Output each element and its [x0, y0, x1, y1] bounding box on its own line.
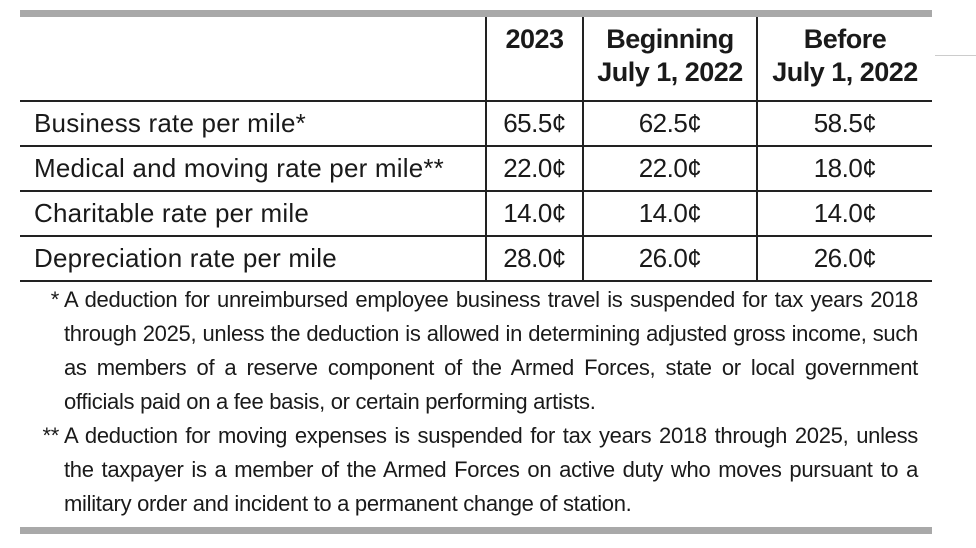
- cell-beginning: 62.5¢: [583, 101, 757, 146]
- top-rule: [20, 10, 932, 17]
- cell-before: 26.0¢: [757, 236, 932, 281]
- header-2023-label: 2023: [505, 24, 564, 54]
- edge-divider: [935, 55, 976, 56]
- footnote-mark: **: [42, 423, 59, 448]
- cell-before: 18.0¢: [757, 146, 932, 191]
- header-before-line2: July 1, 2022: [772, 57, 918, 87]
- table-row: [20, 101, 932, 146]
- header-before: [757, 17, 932, 101]
- header-beginning: [583, 17, 757, 101]
- row-label: Charitable rate per mile: [20, 191, 486, 236]
- header-beginning-line1: Beginning: [606, 24, 734, 54]
- row-label: Medical and moving rate per mile**: [20, 146, 486, 191]
- row-label: Depreciation rate per mile: [20, 236, 486, 281]
- header-row: [20, 17, 932, 101]
- header-before-line1: Before: [803, 24, 887, 54]
- cell-2023: 28.0¢: [486, 236, 583, 281]
- cell-beginning: 14.0¢: [583, 191, 757, 236]
- cell-2023: 65.5¢: [486, 101, 583, 146]
- cell-2023: 14.0¢: [486, 191, 583, 236]
- header-2023: [486, 17, 583, 101]
- cell-beginning: 22.0¢: [583, 146, 757, 191]
- table-row: [20, 191, 932, 236]
- footnotes: [20, 283, 932, 521]
- bottom-rule: [20, 527, 932, 534]
- cell-before: 14.0¢: [757, 191, 932, 236]
- footnote-business: [20, 283, 932, 419]
- footnote-mark: *: [50, 287, 59, 312]
- footnote-moving: [20, 419, 932, 521]
- table-row: [20, 146, 932, 191]
- mileage-rates-table: [20, 17, 932, 282]
- cell-beginning: 26.0¢: [583, 236, 757, 281]
- header-beginning-line2: July 1, 2022: [597, 57, 743, 87]
- cell-2023: 22.0¢: [486, 146, 583, 191]
- table-row: [20, 236, 932, 281]
- header-blank: [20, 17, 486, 101]
- row-label: Business rate per mile*: [20, 101, 486, 146]
- footnote-text: A deduction for moving expenses is suspended for tax years 2018 through 2025, unless the taxpayer is a member of the Armed Forces on active duty who moves pursuant to a military order and incident to a permanent change of station.: [64, 423, 918, 516]
- cell-before: 58.5¢: [757, 101, 932, 146]
- footnote-text: A deduction for unreimbursed employee business travel is suspended for tax years 2018 through 2025, unless the deduction is allowed in determining adjusted gross income, such as members of a reserve component of the Armed Forces, state or local government officials paid on a fee basis, or certain performing artists.: [64, 287, 918, 414]
